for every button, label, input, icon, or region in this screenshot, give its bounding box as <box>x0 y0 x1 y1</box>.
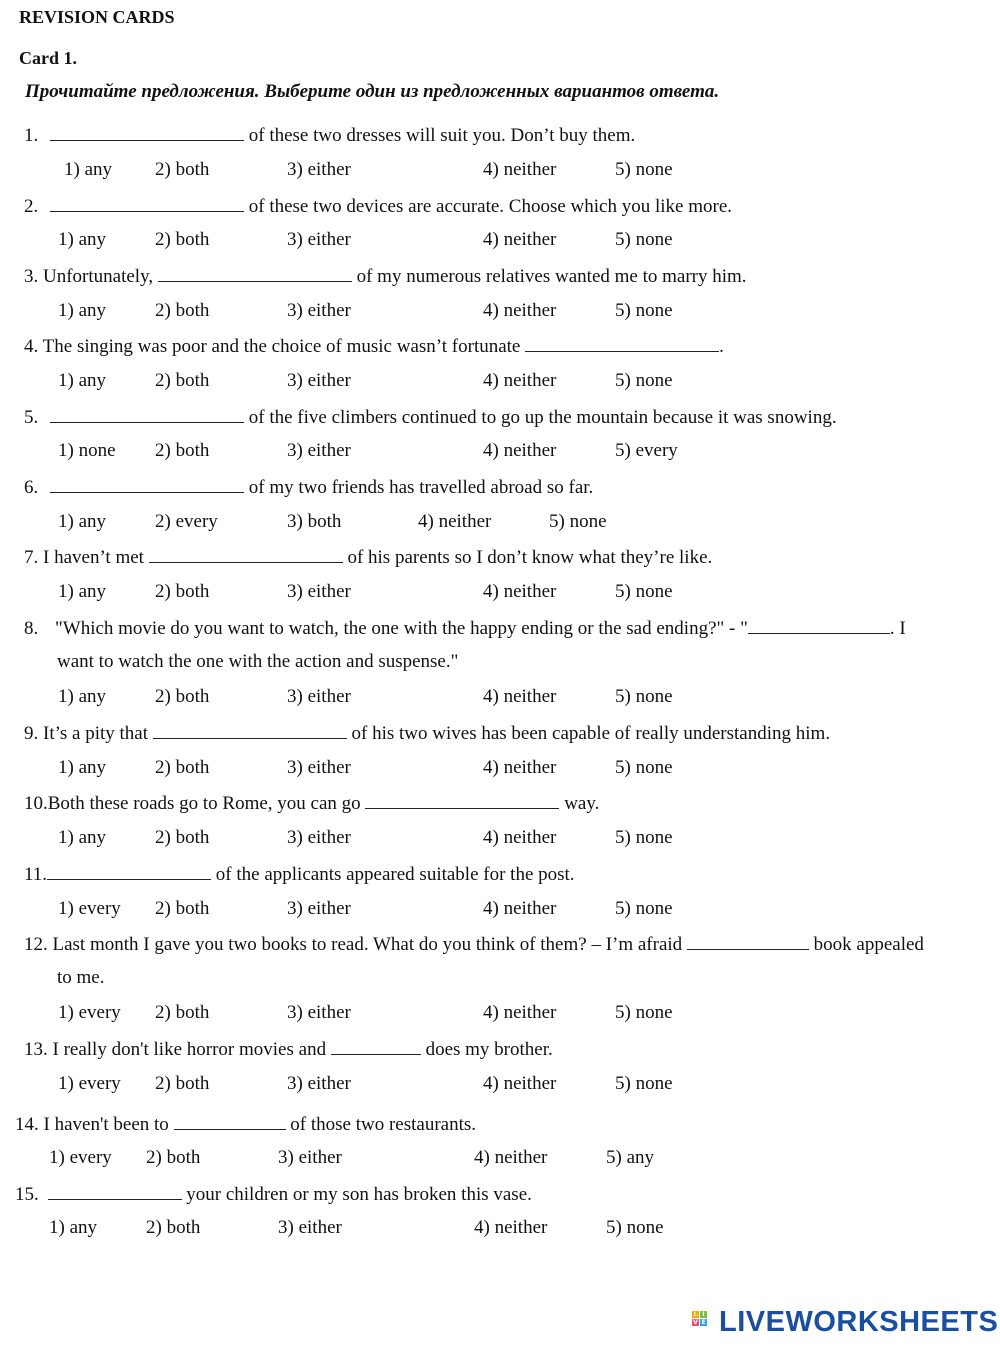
option[interactable]: 5) none <box>606 1217 664 1238</box>
question-text: I really don't like horror movies and <box>52 1039 327 1060</box>
question-8 <box>24 615 906 641</box>
logo-grid-cell: V <box>693 1319 698 1326</box>
option[interactable]: 2) both <box>155 1002 210 1023</box>
option[interactable]: 4) neither <box>483 159 557 180</box>
question-text: I haven't been to <box>43 1114 169 1135</box>
question-text: book appealed <box>813 934 924 955</box>
option[interactable]: 5) any <box>606 1147 655 1168</box>
question-7 <box>24 544 712 570</box>
question-number: 13. <box>24 1039 48 1060</box>
option[interactable]: 4) neither <box>483 686 557 707</box>
worksheet-title: REVISION CARDS <box>19 7 175 27</box>
option[interactable]: 3) either <box>287 757 351 778</box>
option[interactable]: 4) neither <box>483 1073 557 1094</box>
question-number: 5. <box>24 407 39 428</box>
option[interactable]: 4) neither <box>483 440 557 461</box>
answer-blank[interactable] <box>687 931 809 950</box>
answer-blank[interactable] <box>47 861 211 880</box>
option[interactable]: 3) either <box>287 1002 351 1023</box>
answer-blank[interactable] <box>158 263 352 282</box>
question-text: way. <box>564 793 600 814</box>
question-10 <box>24 790 599 816</box>
question-number: 6. <box>24 477 39 498</box>
option[interactable]: 4) neither <box>483 229 557 250</box>
card-heading: Card 1. <box>19 48 77 68</box>
option[interactable]: 4) neither <box>483 898 557 919</box>
option[interactable]: 4) neither <box>483 581 557 602</box>
option[interactable]: 1) any <box>58 581 107 602</box>
option[interactable]: 1) any <box>58 300 107 321</box>
option[interactable]: 4) neither <box>483 757 557 778</box>
question-text: I haven’t met <box>43 547 144 568</box>
question-text: of these two devices are accurate. Choose which you like more. <box>248 196 733 217</box>
answer-blank[interactable] <box>153 720 347 739</box>
question-number: 9. <box>24 723 39 744</box>
answer-blank[interactable] <box>50 404 244 423</box>
option[interactable]: 5) none <box>615 898 673 919</box>
answer-blank[interactable] <box>365 790 559 809</box>
option[interactable]: 2) both <box>146 1217 201 1238</box>
question-12-continued: to me. <box>57 967 105 988</box>
question-13 <box>24 1036 553 1062</box>
question-text: of those two restaurants. <box>290 1114 477 1135</box>
option[interactable]: 1) any <box>64 159 113 180</box>
question-2 <box>24 193 732 219</box>
option[interactable]: 3) either <box>287 581 351 602</box>
question-4 <box>24 333 724 359</box>
option[interactable]: 1) any <box>58 827 107 848</box>
option[interactable]: 3) either <box>287 159 351 180</box>
question-number: 2. <box>24 196 39 217</box>
answer-blank[interactable] <box>149 544 343 563</box>
option[interactable]: 4) neither <box>483 300 557 321</box>
option[interactable]: 3) either <box>287 1073 351 1094</box>
question-3 <box>24 263 747 289</box>
logo-grid-icon <box>692 1311 714 1335</box>
question-12 <box>24 931 924 957</box>
question-text: Last month I gave you two books to read. What do you think of them? – I’m afraid <box>52 934 683 955</box>
option[interactable]: 5) none <box>615 757 673 778</box>
option[interactable]: 5) none <box>615 1073 673 1094</box>
option[interactable]: 2) both <box>155 757 210 778</box>
answer-blank[interactable] <box>331 1036 421 1055</box>
instruction-text: Прочитайте предложения. Выберите один из предложенных вариантов ответа. <box>25 81 720 102</box>
option[interactable]: 2) both <box>155 1073 210 1094</box>
option[interactable]: 1) any <box>49 1217 98 1238</box>
option[interactable]: 1) any <box>58 511 107 532</box>
logo-grid-cell: L <box>693 1311 698 1318</box>
question-number: 10. <box>24 793 48 814</box>
option[interactable]: 2) both <box>146 1147 201 1168</box>
option[interactable]: 2) both <box>155 581 210 602</box>
logo-text: LIVEWORKSHEETS <box>719 1306 999 1338</box>
question-9 <box>24 720 830 746</box>
option[interactable]: 5) none <box>615 1002 673 1023</box>
option[interactable]: 5) none <box>615 581 673 602</box>
question-number: 11. <box>24 864 48 885</box>
option[interactable]: 1) any <box>58 686 107 707</box>
question-text: The singing was poor and the choice of music wasn’t fortunate <box>42 336 521 357</box>
option[interactable]: 1) none <box>58 440 116 461</box>
option[interactable]: 1) any <box>58 757 107 778</box>
question-text: "Which movie do you want to watch, the one with the happy ending or the sad ending?" - " <box>55 618 748 639</box>
option[interactable]: 4) neither <box>474 1217 548 1238</box>
option[interactable]: 2) both <box>155 898 210 919</box>
option[interactable]: 2) both <box>155 686 210 707</box>
option[interactable]: 3) either <box>278 1217 342 1238</box>
option[interactable]: 5) none <box>615 229 673 250</box>
question-number: 14. <box>15 1114 39 1135</box>
answer-blank[interactable] <box>50 193 244 212</box>
option[interactable]: 5) none <box>615 370 673 391</box>
option[interactable]: 3) either <box>287 440 351 461</box>
option[interactable]: 4) neither <box>483 827 557 848</box>
option[interactable]: 3) either <box>287 898 351 919</box>
question-8-continued: want to watch the one with the action and suspense." <box>57 651 459 672</box>
option[interactable]: 2) both <box>155 159 210 180</box>
question-5 <box>24 404 837 430</box>
question-number: 12. <box>24 934 48 955</box>
option[interactable]: 2) both <box>155 229 210 250</box>
answer-blank[interactable] <box>50 122 244 141</box>
question-6 <box>24 474 593 500</box>
question-text: . <box>719 336 724 357</box>
option[interactable]: 3) either <box>278 1147 342 1168</box>
option[interactable]: 1) every <box>58 898 121 919</box>
question-text: of my two friends has travelled abroad so far. <box>248 477 594 498</box>
question-text: of his two wives has been capable of really understanding him. <box>351 723 831 744</box>
answer-blank[interactable] <box>50 474 244 493</box>
question-number: 8. <box>24 618 39 639</box>
question-text: of these two dresses will suit you. Don’t buy them. <box>248 125 636 146</box>
question-text: your children or my son has broken this vase. <box>186 1184 532 1205</box>
option[interactable]: 3) both <box>287 511 342 532</box>
option[interactable]: 1) every <box>49 1147 112 1168</box>
question-number: 3. <box>24 266 39 287</box>
option[interactable]: 5) none <box>615 686 673 707</box>
question-text: of the applicants appeared suitable for the post. <box>215 864 575 885</box>
question-text: of my numerous relatives wanted me to marry him. <box>356 266 747 287</box>
liveworksheets-logo <box>692 1305 999 1339</box>
option[interactable]: 5) none <box>615 159 673 180</box>
option[interactable]: 4) neither <box>474 1147 548 1168</box>
question-text: Unfortunately, <box>43 266 154 287</box>
question-text: It’s a pity that <box>43 723 149 744</box>
option[interactable]: 2) every <box>155 511 218 532</box>
question-text: of his parents so I don’t know what they’re like. <box>347 547 713 568</box>
option[interactable]: 2) both <box>155 370 210 391</box>
option[interactable]: 5) none <box>549 511 607 532</box>
answer-blank[interactable] <box>525 333 719 352</box>
answer-blank[interactable] <box>748 615 890 634</box>
question-text: . I <box>889 618 906 639</box>
question-number: 4. <box>24 336 39 357</box>
option[interactable]: 3) either <box>287 300 351 321</box>
answer-blank[interactable] <box>174 1111 286 1130</box>
option[interactable]: 2) both <box>155 300 210 321</box>
option[interactable]: 4) neither <box>418 511 492 532</box>
option[interactable]: 5) none <box>615 827 673 848</box>
option[interactable]: 3) either <box>287 229 351 250</box>
option[interactable]: 4) neither <box>483 1002 557 1023</box>
option[interactable]: 3) either <box>287 827 351 848</box>
question-number: 15. <box>15 1184 39 1205</box>
question-15 <box>15 1181 532 1207</box>
option[interactable]: 2) both <box>155 827 210 848</box>
option[interactable]: 1) any <box>58 229 107 250</box>
question-text: does my brother. <box>425 1039 553 1060</box>
option[interactable]: 1) any <box>58 370 107 391</box>
option[interactable]: 1) every <box>58 1073 121 1094</box>
question-number: 7. <box>24 547 39 568</box>
question-14 <box>15 1111 476 1137</box>
option[interactable]: 5) every <box>615 440 678 461</box>
question-11 <box>24 861 575 887</box>
question-text: Both these roads go to Rome, you can go <box>47 793 361 814</box>
logo-grid-cell: I <box>700 1311 707 1318</box>
question-1 <box>24 122 635 148</box>
logo-grid-cell: E <box>701 1319 706 1326</box>
question-number: 1. <box>24 125 39 146</box>
option[interactable]: 3) either <box>287 370 351 391</box>
option[interactable]: 3) either <box>287 686 351 707</box>
option[interactable]: 2) both <box>155 440 210 461</box>
option[interactable]: 4) neither <box>483 370 557 391</box>
question-text: of the five climbers continued to go up the mountain because it was snowing. <box>248 407 837 428</box>
answer-blank[interactable] <box>48 1181 182 1200</box>
option[interactable]: 5) none <box>615 300 673 321</box>
option[interactable]: 1) every <box>58 1002 121 1023</box>
